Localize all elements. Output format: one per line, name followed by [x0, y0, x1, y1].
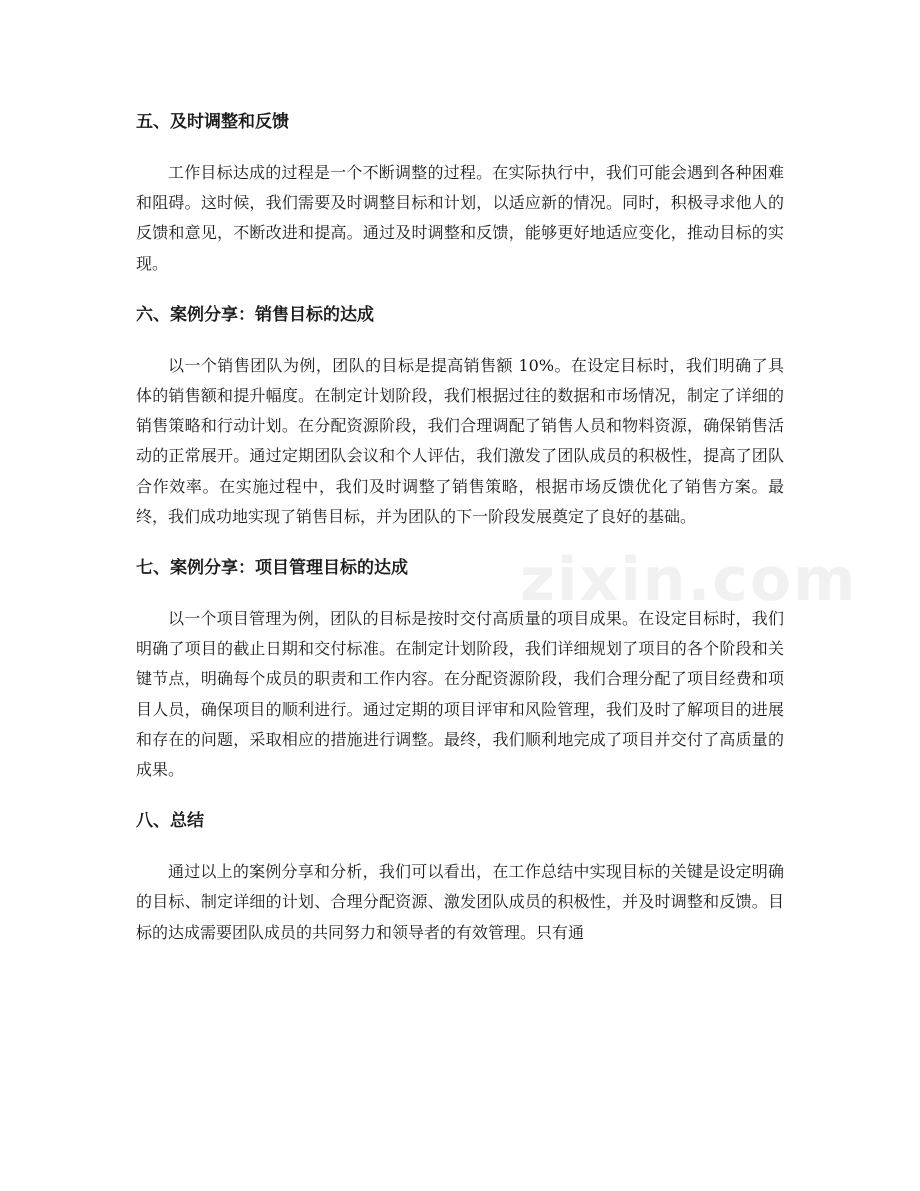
section-heading-summary: 八、总结	[136, 811, 204, 832]
section-paragraph-sales-case: 以一个销售团队为例，团队的目标是提高销售额 10%。在设定目标时，我们明确了具体的销售额和提升幅度。在制定计划阶段，我们根据过往的数据和市场情况，制定了详细的销售策略和行动计划。在分配资源阶段，我们合理调配了销售人员和物料资源，确保销售活动的正常展开。通过定期团队会议和个人评估，我们激发了团队成员的积极性，提高了团队合作效率。在实施过程中，我们及时调整了销售策略，根据市场反馈优化了销售方案。最终，我们成功地实现了销售目标，并为团队的下一阶段发展奠定了良好的基础。	[136, 355, 784, 526]
section-heading-sales-case: 六、案例分享：销售目标的达成	[136, 304, 374, 325]
section-paragraph-project-case: 以一个项目管理为例，团队的目标是按时交付高质量的项目成果。在设定目标时，我们明确了项目的截止日期和交付标准。在制定计划阶段，我们详细规划了项目的各个阶段和关键节点，明确每个成员的职责和工作内容。在分配资源阶段，我们合理分配了项目经费和项目人员，确保项目的顺利进行。通过定期的项目评审和风险管理，我们及时了解项目的进展和存在的问题，采取相应的措施进行调整。最终，我们顺利地完成了项目并交付了高质量的成果。	[136, 609, 784, 780]
section-heading-adjust-feedback: 五、及时调整和反馈	[136, 112, 289, 132]
section-paragraph-adjust-feedback: 工作目标达成的过程是一个不断调整的过程。在实际执行中，我们可能会遇到各种困难和阻碍。这时候，我们需要及时调整目标和计划，以适应新的情况。同时，积极寻求他人的反馈和意见，不断改进和提高。通过及时调整和反馈，能够更好地适应变化，推动目标的实现。	[136, 163, 784, 273]
section-heading-project-case: 七、案例分享：项目管理目标的达成	[136, 558, 408, 579]
section-paragraph-summary: 通过以上的案例分享和分析，我们可以看出，在工作总结中实现目标的关键是设定明确的目标、制定详细的计划、合理分配资源、激发团队成员的积极性，并及时调整和反馈。目标的达成需要团队成员的共同努力和领导者的有效管理。只有通	[136, 862, 784, 942]
watermark: zixin.com	[520, 545, 858, 615]
document-body	[136, 106, 784, 968]
